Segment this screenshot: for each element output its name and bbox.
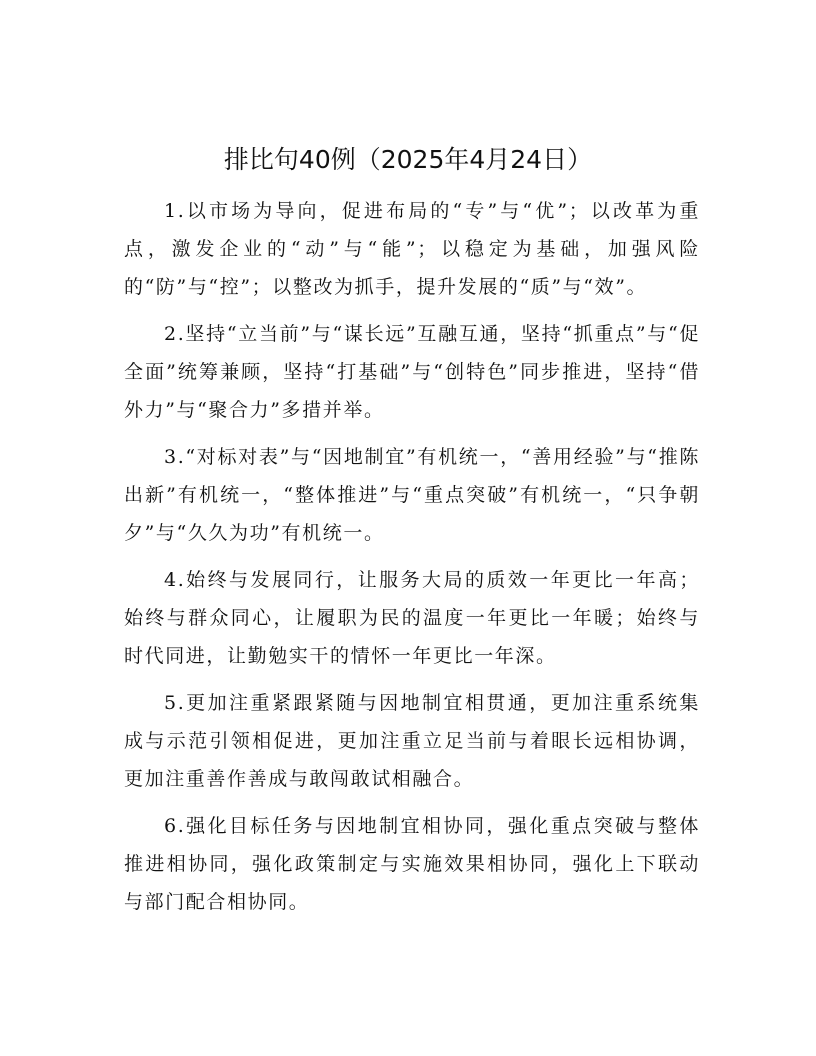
paragraph-5: 5.更加注重紧跟紧随与因地制宜相贯通，更加注重系统集成与示范引领相促进，更加注重立足当前与着眼长远相协调，更加注重善作善成与敢闯敢试相融合。: [124, 692, 700, 790]
paragraph-4: 4.始终与发展同行，让服务大局的质效一年更比一年高；始终与群众同心，让履职为民的温度一年更比一年暖；始终与时代同进，让勤勉实干的情怀一年更比一年深。: [124, 569, 700, 667]
paragraph-2: 2.坚持“立当前”与“谋长远”互融互通，坚持“抓重点”与“促全面”统筹兼顾，坚持“打基础”与“创特色”同步推进，坚持“借外力”与“聚合力”多措并举。: [124, 323, 700, 421]
document-body: [124, 192, 700, 930]
paragraph-6: 6.强化目标任务与因地制宜相协同，强化重点突破与整体推进相协同，强化政策制定与实施效果相协同，强化上下联动与部门配合相协同。: [124, 815, 700, 913]
paragraph-1: 1.以市场为导向，促进布局的“专”与“优”；以改革为重点，激发企业的“动”与“能”；以稳定为基础，加强风险的“防”与“控”；以整改为抓手，提升发展的“质”与“效”。: [124, 200, 700, 298]
document-title: 排比句40例（2025年4月24日）: [223, 145, 593, 174]
paragraph-3: 3.“对标对表”与“因地制宜”有机统一，“善用经验”与“推陈出新”有机统一，“整体推进”与“重点突破”有机统一，“只争朝夕”与“久久为功”有机统一。: [124, 446, 700, 544]
